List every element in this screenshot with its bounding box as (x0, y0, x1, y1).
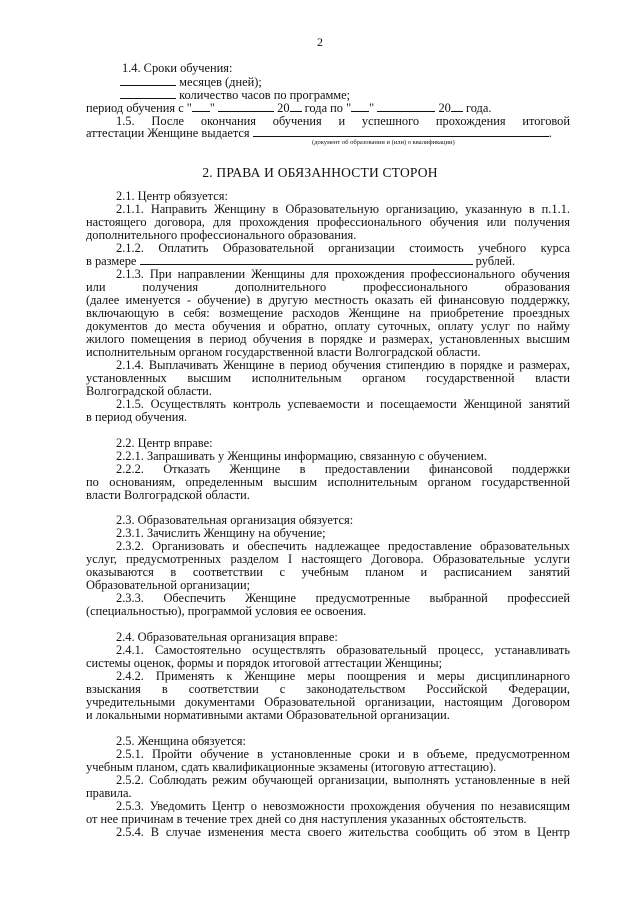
s212-suffix: рублей. (475, 254, 516, 268)
s211-line-b: настоящего договора, для прохождения профессионального обучения или получения (86, 215, 570, 229)
s214-line-c: Волгоградской области. (86, 384, 212, 398)
s232-line-b: услуг, предусмотренных разделом I настоящего Договора. Образовательные услуги (86, 552, 570, 566)
s253-line-a: 2.5.3. Уведомить Центр о невозможности прохождения обучения по независящим (116, 799, 570, 813)
s213-line-d: включающую в себя: возмещение расходов Женщине на приобретение проездных (86, 306, 570, 320)
page-number: 2 (317, 35, 323, 49)
period-month1-blank (218, 102, 274, 112)
months-blank (120, 76, 176, 86)
section-title: 2. ПРАВА И ОБЯЗАННОСТИ СТОРОН (202, 165, 438, 180)
terms-heading: 1.4. Сроки обучения: (122, 61, 233, 75)
period-month2-blank (377, 102, 435, 112)
s222-line-c: власти Волгоградской области. (86, 488, 250, 502)
period-year2-blank (451, 102, 463, 112)
s213-line-b: или получения дополнительного профессионального образования (86, 280, 570, 294)
s251-line-b: учебным планом, сдать квалификационные экзамены (итоговую аттестацию). (86, 760, 497, 774)
s215-line-b: в период обучения. (86, 410, 188, 424)
period-year1: 20 (277, 101, 290, 115)
period-mid: года по " (304, 101, 352, 115)
p15-line1: 1.5. После окончания обучения и успешного прохождения итоговой (116, 114, 570, 128)
s242-line-c: учредительными документами Образовательной организации, настоящим Договором (86, 695, 570, 709)
s24-heading: 2.4. Образовательная организация вправе: (116, 630, 338, 644)
s213-line-c: (далее именуется - обучение) в другую местность оказать ей финансовую поддержку, (86, 293, 570, 307)
s232-line-d: Образовательной организации; (86, 578, 251, 592)
s213-line-f: жилого помещения в период обучения в порядке и размерах, установленных высшим (86, 332, 570, 346)
s241-line-b: системы оценок, формы и порядок итоговой аттестации Женщины; (86, 656, 443, 670)
p15-document-blank (253, 127, 549, 137)
s222-line-b: по основаниям, определенным высшим исполнительным органом государственной (86, 475, 570, 489)
s212-amount-blank (140, 255, 473, 265)
s231-line: 2.3.1. Зачислить Женщину на обучение; (116, 526, 326, 540)
s252-line-a: 2.5.2. Соблюдать режим обучающей организации, выполнять установленные в ней (116, 773, 570, 787)
period-year1-blank (290, 102, 302, 112)
s251-line-a: 2.5.1. Пройти обучение в установленные сроки и в объеме, предусмотренном (116, 747, 570, 761)
s232-line-c: оказываются в соответствии с учебным планом и расписанием занятий (86, 565, 570, 579)
period-quote2: " (369, 101, 375, 115)
s212-line-a: 2.1.2. Оплатить Образовательной организации стоимость учебного курса (116, 241, 570, 255)
period-year2: 20 (438, 101, 451, 115)
s221-line: 2.2.1. Запрашивать у Женщины информацию, связанную с обучением. (116, 449, 487, 463)
s232-line-a: 2.3.2. Организовать и обеспечить надлежащее предоставление образовательных (116, 539, 570, 553)
s211-line-a: 2.1.1. Направить Женщину в Образовательную организацию, указанную в п.1.1. (116, 202, 570, 216)
s222-line-a: 2.2.2. Отказать Женщине в предоставлении финансовой поддержки (116, 462, 570, 476)
months-label: месяцев (дней); (179, 75, 262, 89)
p15-line2: аттестации Женщине выдается . (86, 126, 552, 140)
s23-heading: 2.3. Образовательная организация обязуется: (116, 513, 354, 527)
s233-line-a: 2.3.3. Обеспечить Женщине предусмотренные выбранной профессией (116, 591, 570, 605)
period-prefix: период обучения с " (86, 101, 192, 115)
s211-line-c: дополнительного профессионального образования. (86, 228, 357, 242)
s212-prefix: в размере (86, 254, 137, 268)
s253-line-b: от нее причинам в течение трех дней со дня наступления указанных обстоятельств. (86, 812, 527, 826)
s241-line-a: 2.4.1. Самостоятельно осуществлять образовательный процесс, устанавливать (116, 643, 570, 657)
hours-label: количество часов по программе; (179, 88, 351, 102)
hours-blank (120, 89, 176, 99)
s214-line-a: 2.1.4. Выплачивать Женщине в период обучения стипендию в порядке и размерах, (116, 358, 570, 372)
p15-prefix: аттестации Женщине выдается (86, 126, 250, 140)
s21-heading: 2.1. Центр обязуется: (116, 189, 228, 203)
s213-line-e: документов до места обучения и обратно, оплату суточных, оплату услуг по найму (86, 319, 570, 333)
s252-line-b: правила. (86, 786, 132, 800)
s233-line-b: (специальностью), программой условия ее освоения. (86, 604, 367, 618)
period-quote1: " (209, 101, 215, 115)
s242-line-a: 2.4.2. Применять к Женщине меры поощрения и меры дисциплинарного (116, 669, 570, 683)
s213-line-a: 2.1.3. При направлении Женщины для прохождения профессионального обучения (116, 267, 570, 281)
p15-caption: (документ об образовании и (или) о квалификации) (312, 139, 455, 146)
period-end: года. (465, 101, 492, 115)
period-day2-blank (351, 102, 369, 112)
s214-line-b: установленных высшим исполнительным органом государственной власти (86, 371, 570, 385)
s215-line-a: 2.1.5. Осуществлять контроль успеваемости и посещаемости Женщиной занятий (116, 397, 570, 411)
s254-line-a: 2.5.4. В случае изменения места своего жительства сообщить об этом в Центр (116, 825, 570, 839)
s22-heading: 2.2. Центр вправе: (116, 436, 213, 450)
period-day1-blank (192, 102, 210, 112)
s242-line-b: взыскания в соответствии с законодательством Российской Федерации, (86, 682, 570, 696)
s25-heading: 2.5. Женщина обязуется: (116, 734, 246, 748)
s242-line-d: и локальными нормативными актами Образовательной организации. (86, 708, 450, 722)
s213-line-g: исполнительным органом государственной власти Волгоградской области. (86, 345, 481, 359)
